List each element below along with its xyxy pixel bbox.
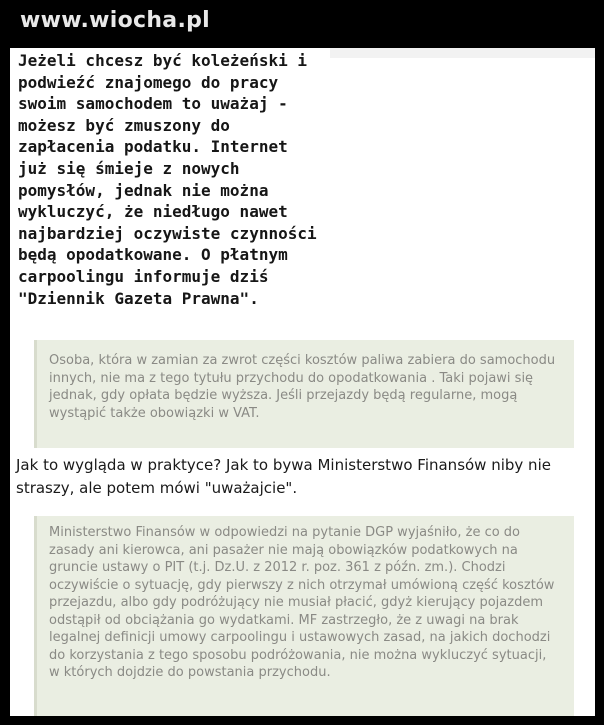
quote-block-2: Ministerstwo Finansów w odpowiedzi na pytanie DGP wyjaśniło, że co do zasady ani kierowca, ani pasażer nie mają obowiązków podatkowych na gruncie ustawy o PIT (t.j. Dz.U. z 2012 r. poz. 361 z późn. zm.). Chodzi oczywiście o sytuację, gdy pierwszy z nich otrzymał umówioną część kosztów przejazdu, albo gdy podróżujący nie musiał płacić, gdyż kierujący pojazdem odstąpił od obciążania go wydatkami. MF zastrzegło, że z uwagi na brak legalnej definicji umowy carpoolingu i ustawowych zasad, na jakich dochodzi do korzystania z tego sposobu podróżowania, nie można wykluczyć sytuacji, w których dojdzie do powstania przychodu. bbox=[34, 516, 574, 716]
quote-block-1: Osoba, która w zamian za zwrot części kosztów paliwa zabiera do samochodu innych, nie ma z tego tytułu przychodu do opodatkowania . Taki pojawi się jednak, gdy opłata będzie wyższa. Jeśli przejazdy będą regularne, mogą wystąpić także obowiązki w VAT. bbox=[34, 340, 574, 448]
article-panel bbox=[10, 48, 595, 716]
article-lead: Jeżeli chcesz być koleżeński i podwieźć znajomego do pracy swoim samochodem to uważaj - możesz być zmuszony do zapłacenia podatku. Internet już się śmieje z nowych pomysłów, jednak nie można wykluczyć, że niedługo nawet najbardziej oczywiste czynności będą opodatkowane. O płatnym carpoolingu informuje dziś "Dziennik Gazeta Prawna". bbox=[18, 51, 317, 308]
top-divider bbox=[330, 48, 595, 58]
site-watermark: www.wiocha.pl bbox=[20, 8, 210, 33]
article-body-paragraph: Jak to wygląda w praktyce? Jak to bywa Ministerstwo Finansów niby nie straszy, ale potem mówi "uważajcie". bbox=[16, 456, 551, 497]
